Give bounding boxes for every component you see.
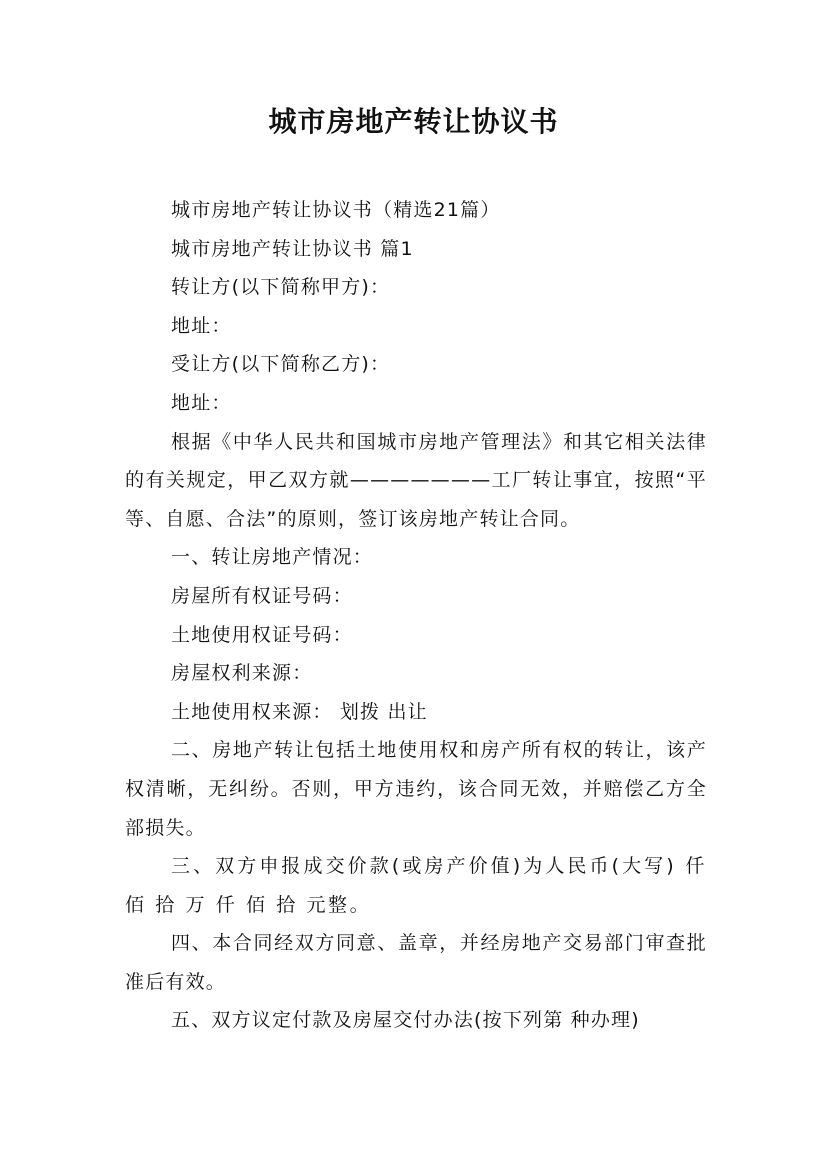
paragraph-transferee: 受让方(以下简称乙方)： — [171, 353, 391, 376]
paragraph-transferee-address: 地址： — [171, 391, 232, 414]
paragraph-land-source: 土地使用权来源： 划拨 出让 — [171, 700, 428, 723]
paragraph-clause-4: 四、本合同经双方同意、盖章，并经房地产交易部门审查批准后有效。 — [125, 932, 707, 993]
paragraph-transferor-address: 地址： — [171, 314, 232, 337]
paragraph-house-cert: 房屋所有权证号码： — [171, 584, 353, 607]
paragraph-subtitle: 城市房地产转让协议书（精选21篇） — [171, 199, 501, 221]
document-title: 城市房地产转让协议书 — [268, 105, 559, 138]
paragraph-clause-1: 一、转让房地产情况： — [171, 546, 374, 569]
paragraph-chapter-heading: 城市房地产转让协议书 篇1 — [171, 237, 414, 260]
paragraph-land-cert: 土地使用权证号码： — [171, 623, 353, 646]
paragraph-preamble: 根据《中华人民共和国城市房地产管理法》和其它相关法律的有关规定，甲乙双方就———————工厂转让事宜，按照“平等、自愿、合法”的原则，签订该房地产转让合同。 — [125, 430, 707, 530]
paragraph-house-source: 房屋权利来源： — [171, 662, 313, 685]
paragraph-transferor: 转让方(以下简称甲方)： — [171, 276, 391, 299]
paragraph-clause-2: 二、房地产转让包括土地使用权和房产所有权的转让，该产权清晰，无纠纷。否则，甲方违约，该合同无效，并赔偿乙方全部损失。 — [125, 739, 707, 839]
paragraph-clause-5: 五、双方议定付款及房屋交付办法(按下列第 种办理) — [171, 1009, 640, 1032]
document-body — [125, 191, 707, 1040]
paragraph-clause-3: 三、双方申报成交价款(或房产价值)为人民币(大写) 仟 佰 拾 万 仟 佰 拾 元整。 — [125, 855, 707, 916]
